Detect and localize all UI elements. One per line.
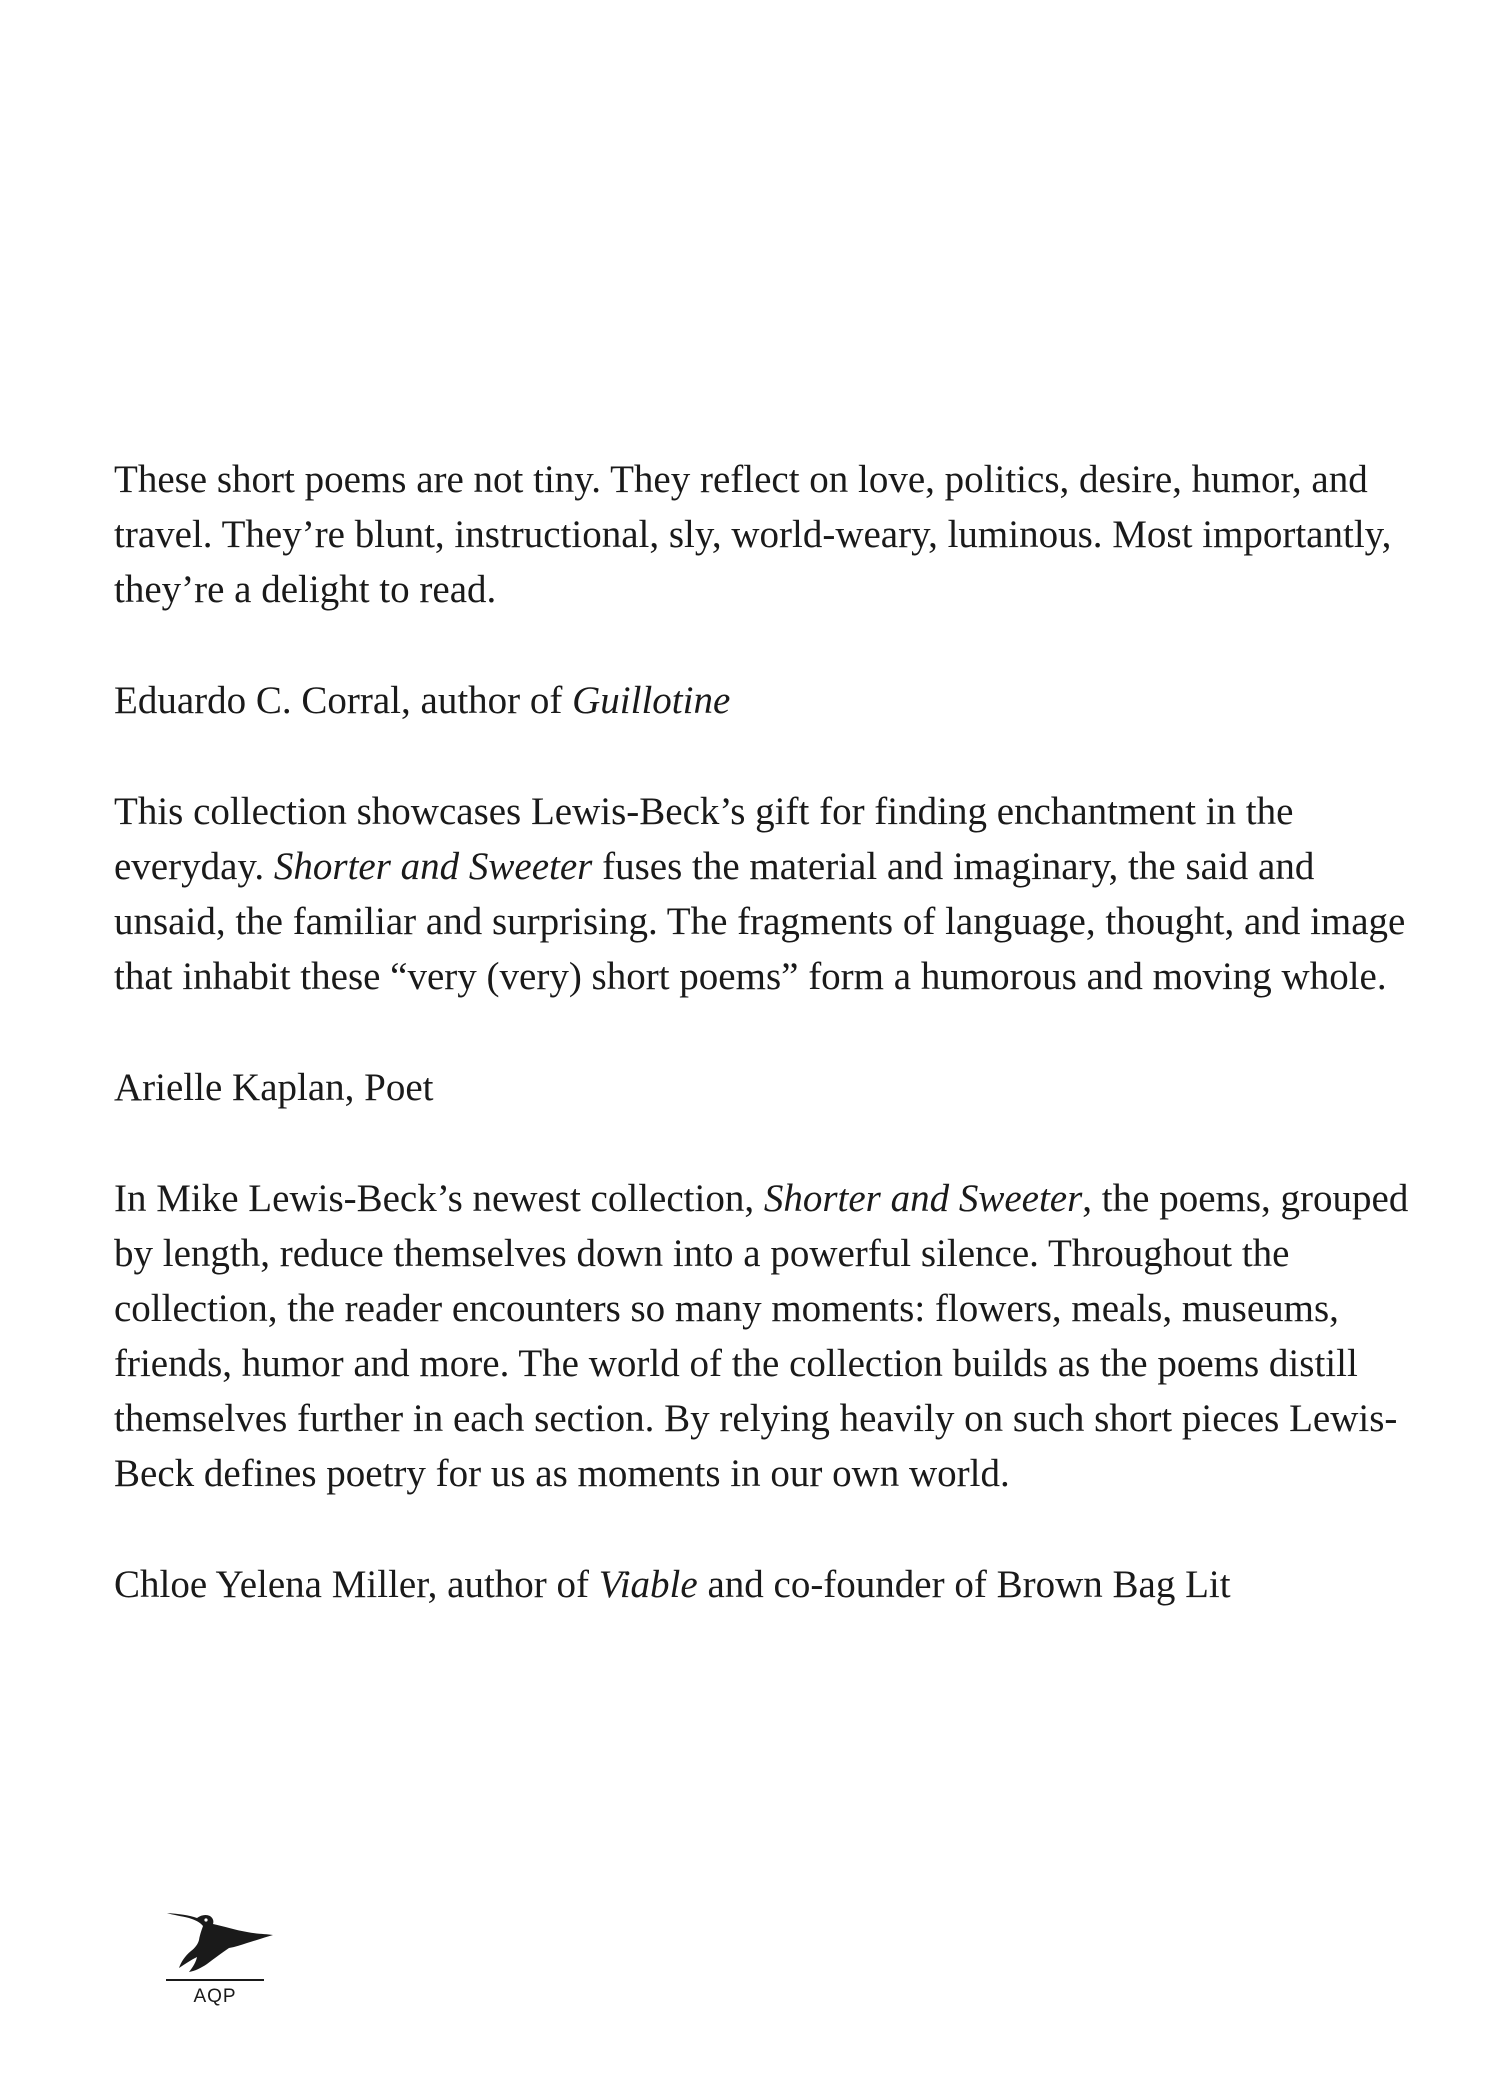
attribution-author-3: Chloe Yelena Miller, author of [114,1563,599,1606]
blurb-attribution-2: Arielle Kaplan, Poet [114,1066,434,1109]
attribution-title-3: Viable [598,1563,698,1606]
quote-suffix-2: fuses the material and imaginary, the said and unsaid, the familiar and surprising. The fragments of language, thought, and image that inhabit these “very (very) short poems” form a humorous and moving whole. [114,845,1406,998]
attribution-suffix-3: and co-founder of Brown Bag Lit [697,1563,1231,1606]
blurb-quote-3 [114,1171,1414,1501]
blurb-quote-2 [114,784,1414,1004]
hummingbird-icon [165,1910,275,1972]
attribution-author-1: Eduardo C. Corral, author of [114,679,573,722]
publisher-logo-text: AQP [193,1986,237,2007]
blurbs-section [114,452,1414,1668]
logo-divider [166,1979,264,1981]
quote-prefix-2: This collection showcases Lewis-Beck’s gift for finding enchantment in the everyday. [114,790,1294,888]
quote-book-title-2: Shorter and Sweeter [273,845,593,888]
quote-book-title-3: Shorter and Sweeter [763,1177,1083,1220]
attribution-title-1: Guillotine [572,679,731,722]
blurb-attribution-3 [114,1557,1414,1612]
blurb-attribution-1 [114,673,1414,728]
publisher-logo [165,1910,265,2010]
quote-suffix-3: , the poems, grouped by length, reduce themselves down into a powerful silence. Throughout the collection, the reader encounters so many moments: flowers, meals, museums, friends, humor and more. The world of the collection builds as the poems distill themselves further in each section. By relying heavily on such short pieces Lewis-Beck defines poetry for us as moments in our own world. [114,1177,1409,1495]
blurb-quote-1: These short poems are not tiny. They reflect on love, politics, desire, humor, and travel. They’re blunt, instructional, sly, world-weary, luminous. Most importantly, they’re a delight to read. [114,458,1392,611]
quote-prefix-3: In Mike Lewis-Beck’s newest collection, [114,1177,764,1220]
